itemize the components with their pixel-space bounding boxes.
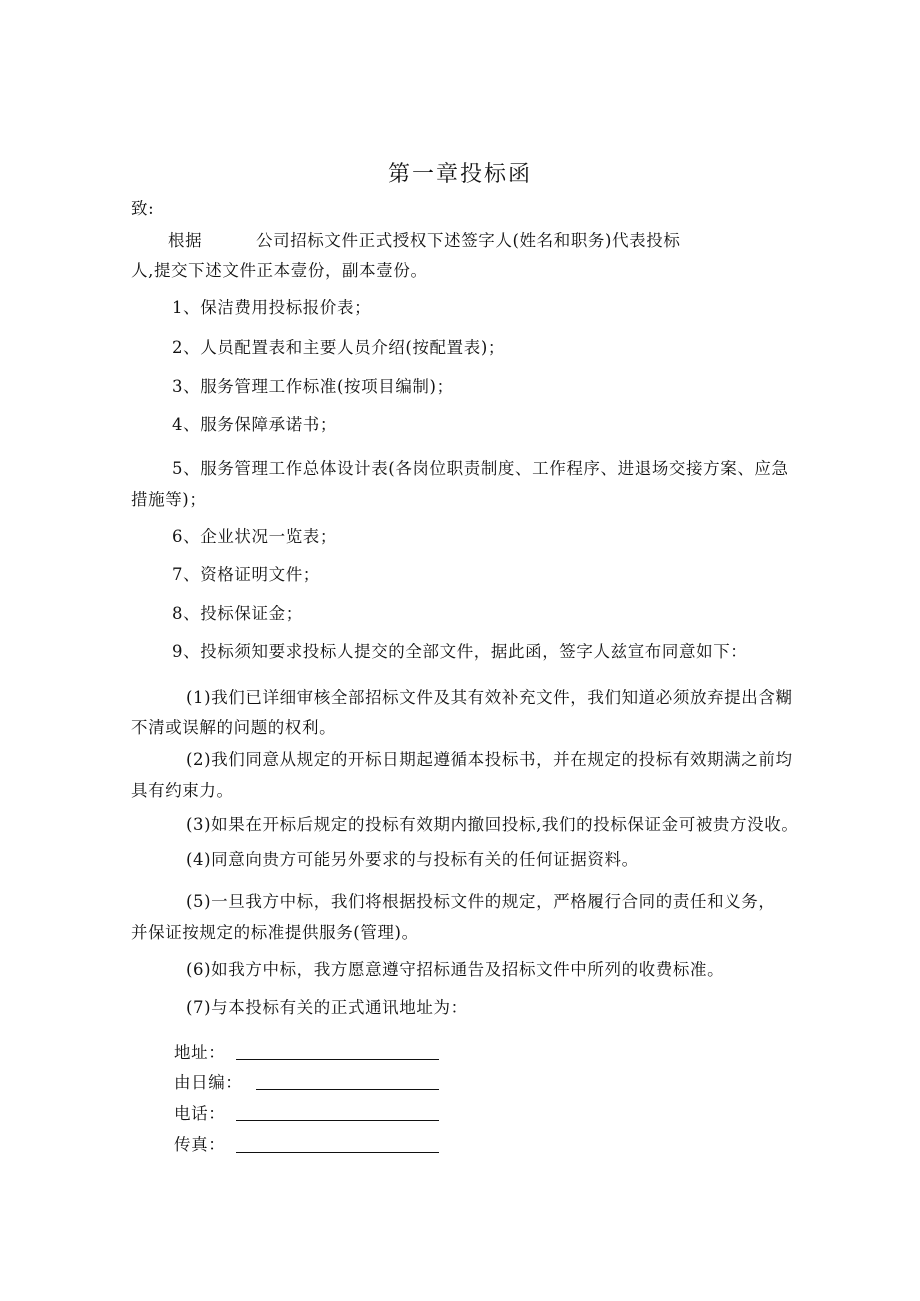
clause-5-line-1: (5)一旦我方中标，我们将根据投标文件的规定，严格履行合同的责任和义务， xyxy=(186,892,776,911)
phone-blank-line[interactable] xyxy=(236,1120,439,1121)
list-item-6: 6、企业状况一览表； xyxy=(172,527,337,546)
list-item-4: 4、服务保障承诺书； xyxy=(172,415,337,434)
list-item-2: 2、人员配置表和主要人员介绍(按配置表)； xyxy=(172,338,505,357)
clause-6: (6)如我方中标，我方愿意遵守招标通告及招标文件中所列的收费标准。 xyxy=(186,960,725,979)
clause-2-line-1: (2)我们同意从规定的开标日期起遵循本投标书，并在规定的投标有效期满之前均 xyxy=(186,750,793,769)
clause-2-line-2: 具有约束力。 xyxy=(131,781,234,800)
postcode-label: 由日编： xyxy=(174,1073,243,1092)
fax-blank-line[interactable] xyxy=(236,1152,439,1153)
clause-1-line-2: 不清或误解的问题的权利。 xyxy=(131,718,337,737)
intro-lead: 根据 xyxy=(168,231,203,250)
postcode-blank-line[interactable] xyxy=(256,1089,439,1090)
page-title: 第一章投标函 xyxy=(387,162,532,187)
intro-line-1: 公司招标文件正式授权下述签字人(姓名和职务)代表投标 xyxy=(256,231,681,250)
list-item-5-cont: 措施等)； xyxy=(131,490,207,509)
clause-7: (7)与本投标有关的正式通讯地址为： xyxy=(186,998,468,1017)
clause-3: (3)如果在开标后规定的投标有效期内撤回投标,我们的投标保证金可被贵方没收。 xyxy=(186,815,799,834)
list-item-1: 1、保洁费用投标报价表； xyxy=(172,298,372,317)
list-item-7: 7、资格证明文件； xyxy=(172,565,320,584)
salutation: 致: xyxy=(131,199,155,218)
list-item-9: 9、投标须知要求投标人提交的全部文件，据此函，签字人兹宣布同意如下： xyxy=(172,642,748,661)
clause-5-line-2: 并保证按规定的标准提供服务(管理)。 xyxy=(131,923,419,942)
list-item-5: 5、服务管理工作总体设计表(各岗位职责制度、工作程序、进退场交接方案、应急 xyxy=(172,459,789,478)
list-item-8: 8、投标保证金； xyxy=(172,604,303,623)
clause-4: (4)同意向贵方可能另外要求的与投标有关的任何证据资料。 xyxy=(186,850,639,869)
phone-label: 电话： xyxy=(174,1104,226,1123)
clause-1-line-1: (1)我们已详细审核全部招标文件及其有效补充文件，我们知道必须放弃提出含糊 xyxy=(186,688,793,707)
address-label: 地址： xyxy=(174,1043,226,1062)
address-blank-line[interactable] xyxy=(236,1059,439,1060)
fax-label: 传真： xyxy=(174,1135,226,1154)
list-item-3: 3、服务管理工作标准(按项目编制)； xyxy=(172,377,454,396)
intro-line-2: 人,提交下述文件正本壹份，副本壹份。 xyxy=(131,261,428,280)
